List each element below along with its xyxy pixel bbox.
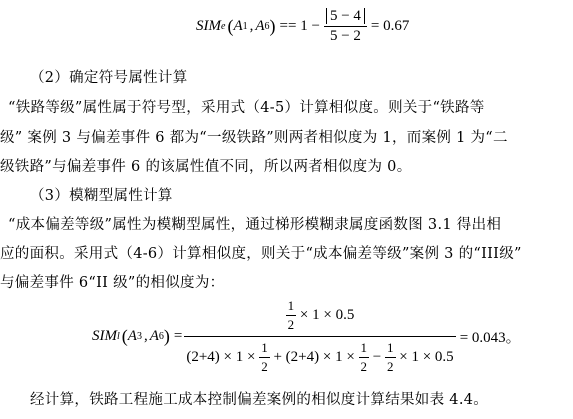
eq2-den-half3: [385, 340, 396, 375]
conclusion-text: 经计算，铁路工程施工成本控制偏差案例的相似度计算结果如表 4.4。: [30, 392, 489, 408]
eq2-den-half2: [359, 340, 370, 375]
eq2-lhs-sub: l: [117, 330, 120, 342]
eq2-den-part2: + (2+4) × 1 ×: [273, 348, 355, 365]
section3-line2: 应的面积。采用式（4-6）计算相似度，则关于“成本偏差等级”案例 3 的“III级”: [0, 246, 522, 262]
section2-line1: “铁路等级”属性属于符号型，采用式（4-5）计算相似度。则关于“铁路等: [8, 100, 485, 116]
eq2-denominator: [184, 336, 455, 375]
eq2-numerator: [184, 298, 455, 336]
eq2-open-paren: (: [121, 325, 128, 346]
eq2-num-half: [286, 298, 297, 333]
eq1-open-paren: (: [227, 15, 234, 36]
eq2-den-part1: (2+4) × 1 ×: [186, 348, 256, 365]
eq2-num-rest: × 1 × 0.5: [299, 306, 355, 323]
section2-line2: 级” 案例 3 与偏差事件 6 都为“一级铁路”则两者相似度为 1，而案例 1 为“二: [0, 130, 508, 146]
equation-sim-e: [196, 6, 409, 46]
eq2-comma: ,: [143, 327, 148, 344]
eq2-num-half-n: 1: [287, 297, 295, 313]
eq2-lhs-main: SIM: [92, 327, 117, 344]
eq1-denominator: 5 − 2: [324, 26, 367, 45]
eq1-comma: ,: [249, 17, 254, 34]
eq1-arg2-sub: 6: [264, 20, 270, 32]
section3-line1: “成本偏差等级”属性为模糊型属性，通过梯形模糊隶属度函数图 3.1 得出相: [8, 217, 502, 233]
eq2-den-half2-n: 1: [360, 339, 368, 355]
eq2-den-half3-d: 2: [387, 358, 394, 374]
eq2-arg2-sub: 6: [158, 330, 164, 342]
eq2-main-fraction: [184, 298, 455, 375]
section2-heading: （2）确定符号属性计算: [30, 70, 188, 86]
eq1-close-paren: ): [269, 15, 276, 36]
eq1-lhs-sub: e: [221, 20, 226, 32]
eq1-numerator: 5 − 4: [326, 8, 365, 24]
eq2-arg1: A: [127, 327, 137, 344]
eq2-num-half-d: 2: [287, 316, 295, 332]
eq1-arg2: A: [255, 17, 265, 34]
eq1-arg1: A: [233, 17, 243, 34]
eq2-den-half1-n: 1: [261, 339, 268, 355]
eq2-arg2: A: [149, 327, 159, 344]
eq2-result: = 0.043。: [459, 329, 521, 346]
eq2-den-half2-d: 2: [360, 358, 368, 374]
eq2-den-half1: [259, 340, 270, 375]
eq2-close-paren: ): [163, 325, 170, 346]
eq2-arg1-sub: 3: [136, 330, 142, 342]
eq2-equals: =: [173, 327, 183, 344]
section2-line3: 级铁路”与偏差事件 6 的该属性值不同，所以两者相似度为 0。: [0, 159, 412, 175]
eq2-den-part4: × 1 × 0.5: [399, 348, 454, 365]
eq1-fraction: [324, 8, 367, 45]
eq1-result: = 0.67: [370, 17, 410, 34]
equation-sim-l: [92, 296, 521, 376]
eq1-equals-one: == 1 −: [279, 17, 320, 34]
section3-line3: 与偏差事件 6“II 级”的相似度为：: [0, 275, 225, 291]
eq2-den-half3-n: 1: [387, 339, 394, 355]
eq2-den-part3: −: [372, 348, 382, 365]
section3-heading: （3）模糊型属性计算: [30, 188, 173, 204]
eq1-arg1-sub: 1: [242, 20, 248, 32]
eq1-lhs-main: SIM: [196, 17, 221, 34]
eq2-den-half1-d: 2: [261, 358, 268, 374]
